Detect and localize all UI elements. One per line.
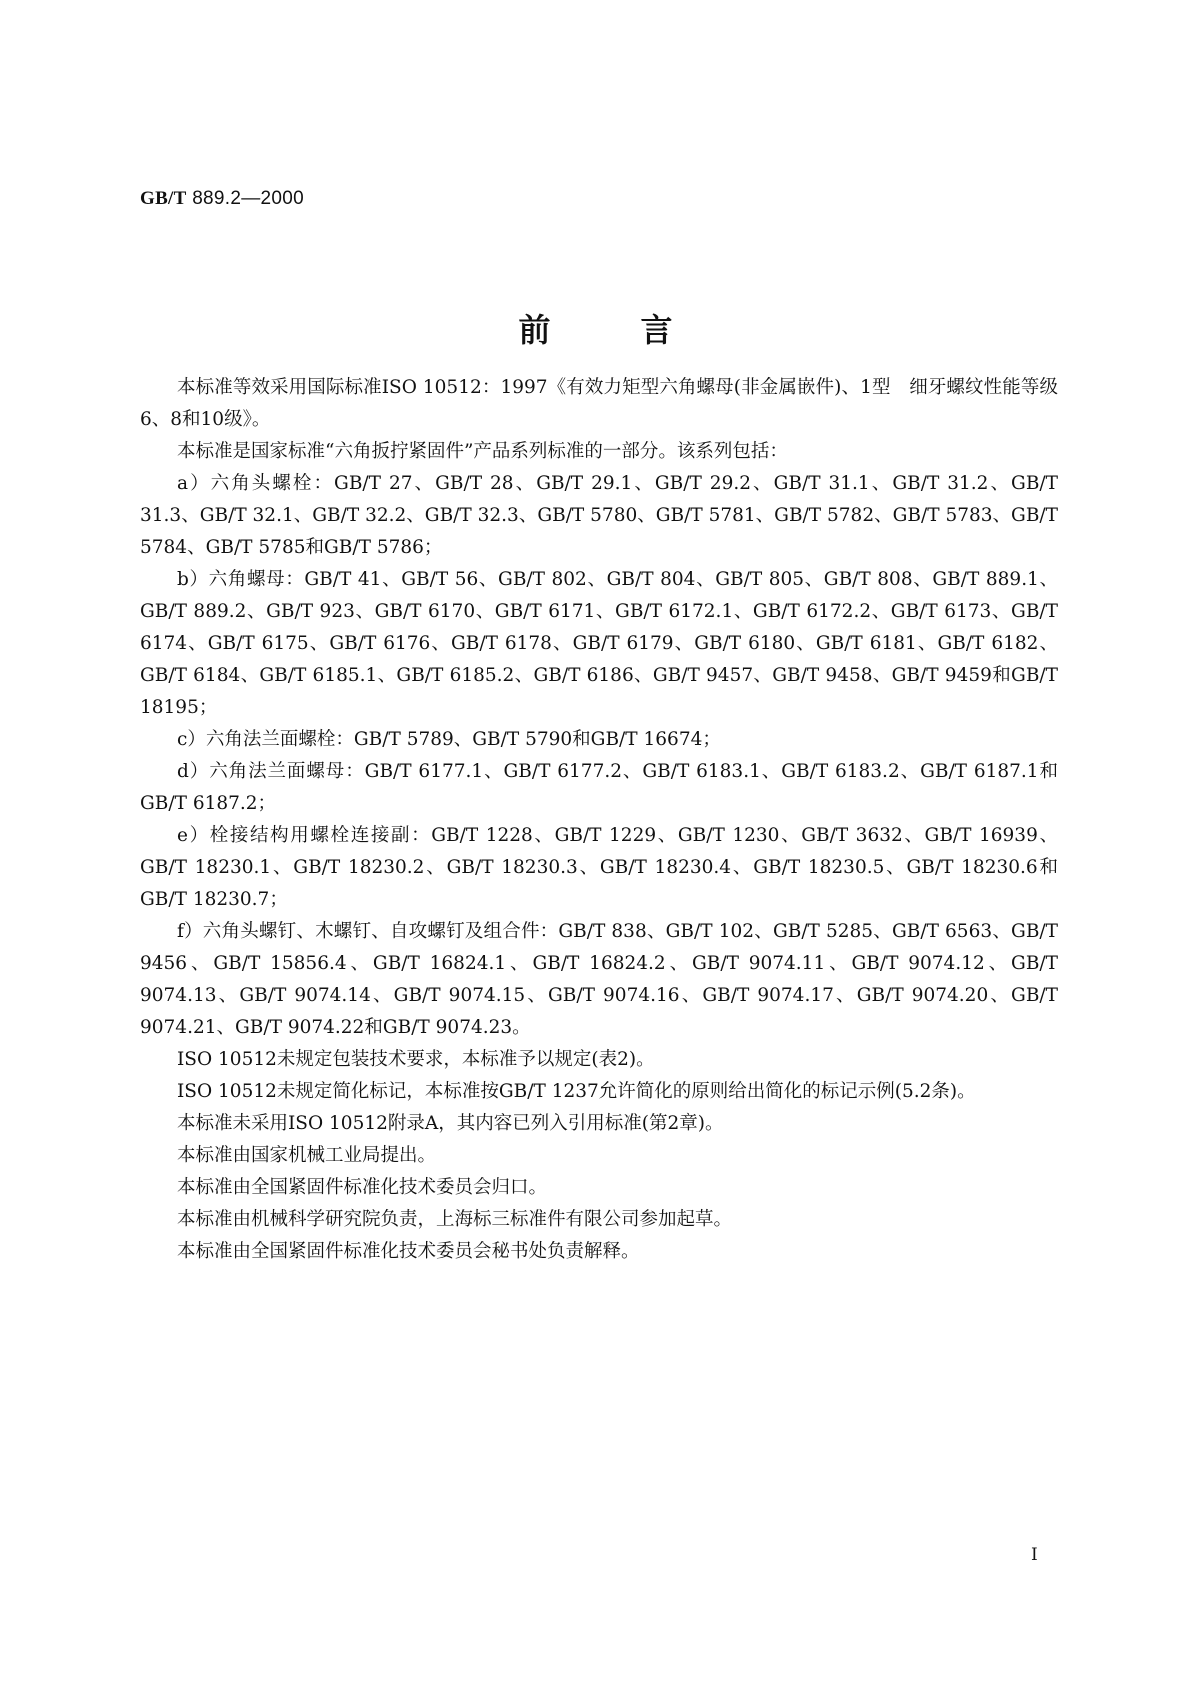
standard-code-prefix: GB/T	[140, 188, 187, 209]
document-body	[140, 372, 1058, 1268]
paragraph-centralized: 本标准由全国紧固件标准化技术委员会归口。	[177, 1177, 548, 1198]
list-item-c: c）六角法兰面螺栓：GB/T 5789、GB/T 5790和GB/T 16674；	[177, 729, 721, 750]
standard-code	[140, 188, 304, 210]
paragraph-series-intro: 本标准是国家标准“六角扳拧紧固件”产品系列标准的一部分。该系列包括：	[177, 441, 788, 462]
list-item-e: e）栓接结构用螺栓连接副：GB/T 1228、GB/T 1229、GB/T 1230、GB/T 3632、GB/T 16939、GB/T 18230.1、GB/T 18230.2、GB/T 18230.3、GB/T 18230.4、GB/T 18230.5、GB/T 18230.6和GB/T 18230.7；	[140, 825, 1058, 910]
list-item-b: b）六角螺母：GB/T 41、GB/T 56、GB/T 802、GB/T 804、GB/T 805、GB/T 808、GB/T 889.1、GB/T 889.2、GB/T 923、GB/T 6170、GB/T 6171、GB/T 6172.1、GB/T 6172.2、GB/T 6173、GB/T 6174、GB/T 6175、GB/T 6176、GB/T 6178、GB/T 6179、GB/T 6180、GB/T 6181、GB/T 6182、GB/T 6184、GB/T 6185.1、GB/T 6185.2、GB/T 6186、GB/T 9457、GB/T 9458、GB/T 9459和GB/T 18195；	[140, 569, 1058, 718]
paragraph-drafters: 本标准由机械科学研究院负责，上海标三标准件有限公司参加起草。	[177, 1209, 733, 1230]
standard-code-number: 889.2—2000	[186, 188, 305, 209]
paragraph-packaging: ISO 10512未规定包装技术要求，本标准予以规定(表2)。	[177, 1049, 655, 1070]
paragraph-proposer: 本标准由国家机械工业局提出。	[177, 1145, 437, 1166]
list-item-d: d）六角法兰面螺母：GB/T 6177.1、GB/T 6177.2、GB/T 6183.1、GB/T 6183.2、GB/T 6187.1和GB/T 6187.2；	[140, 761, 1058, 814]
page-title: 前言	[518, 311, 763, 349]
list-item-a: a）六角头螺栓：GB/T 27、GB/T 28、GB/T 29.1、GB/T 29.2、GB/T 31.1、GB/T 31.2、GB/T 31.3、GB/T 32.1、GB/T 32.2、GB/T 32.3、GB/T 5780、GB/T 5781、GB/T 5782、GB/T 5783、GB/T 5784、GB/T 5785和GB/T 5786；	[140, 473, 1058, 558]
page-number: Ⅰ	[1031, 1545, 1038, 1565]
paragraph-annex: 本标准未采用ISO 10512附录A，其内容已列入引用标准(第2章)。	[177, 1113, 724, 1134]
list-item-f: f）六角头螺钉、木螺钉、自攻螺钉及组合件：GB/T 838、GB/T 102、GB/T 5285、GB/T 6563、GB/T 9456、GB/T 15856.4、GB/T 16824.1、GB/T 16824.2、GB/T 9074.11、GB/T 9074.12、GB/T 9074.13、GB/T 9074.14、GB/T 9074.15、GB/T 9074.16、GB/T 9074.17、GB/T 9074.20、GB/T 9074.21、GB/T 9074.22和GB/T 9074.23。	[140, 921, 1058, 1038]
paragraph-marking: ISO 10512未规定简化标记，本标准按GB/T 1237允许简化的原则给出简化的标记示例(5.2条)。	[177, 1081, 976, 1102]
paragraph-interpretation: 本标准由全国紧固件标准化技术委员会秘书处负责解释。	[177, 1241, 640, 1262]
paragraph-adoption: 本标准等效采用国际标准ISO 10512：1997《有效力矩型六角螺母(非金属嵌件)、1型 细牙螺纹性能等级6、8和10级》。	[140, 377, 1058, 430]
